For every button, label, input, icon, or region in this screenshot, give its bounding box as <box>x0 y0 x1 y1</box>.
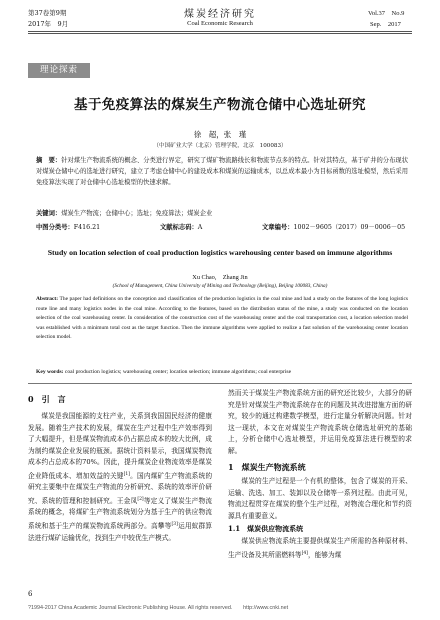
journal-title-cn: 煤炭经济研究 <box>184 9 256 20</box>
article-id-label: 文章编号： <box>262 224 294 231</box>
right-text-3: 煤炭供应物流系统主要提供煤炭生产所需的各种原材料、生产设备及其所需燃料等 <box>228 537 412 559</box>
abstract-en-text: The paper had definitions on the conception and classification of the production logistics in the coal mine and had a study on the features of the long logistics route line and many logistics nodes in the coal mine. According to the features, based on the distribution status of the mine, a study was conducted on the location selection of the coal warehousing center. In consideration of the construction cost of the warehousing center and the coal transportation cost, a location selection model was established with a minimum total cost as the target function. Then the immune algorithms were applied to realize a fast solution of the warehousing center location selection model. <box>36 296 409 340</box>
document-code <box>160 223 202 233</box>
heading-section-1-1: 1.1 煤炭供应物流系统 <box>228 524 304 533</box>
right-paragraph-1: 然而关于煤炭生产物流系统方面的研究还比较少，大部分的研究是针对煤炭生产物流系统存在的问题及其改进措施方面的研究，较少的通过构建数学模型，进行定量分析解决问题。针对这一现状，本文在对煤炭生产物流系统仓储选址研究的基础上，分析仓储中心选址模型，并运用免疫算法进行模型的求解。 <box>228 389 412 455</box>
body-left-column <box>28 388 212 544</box>
intro-text-1: 煤炭是我国能源的支柱产业，关系到我国国民经济的健康发展。随着生产技术的发展，煤炭在生产过程中生产效率得到了大幅提升，但是煤炭物流成本仍占据总成本的较大比例，成为制约煤炭企业发展的瓶颈。据统计资料显示，我国煤炭物流成本约占总成本的70%。因此，提升煤炭企业物流效率是煤炭企业降低成本、增加效益的关键 <box>28 412 212 480</box>
body-right-column <box>228 388 412 561</box>
keywords-en-text: coal production logistics; warehousing center; location selection; immune algorithms; coal enterprise <box>64 369 292 375</box>
section-tag: 理论探索 <box>28 63 90 78</box>
abstract-cn-text: 针对煤生产物流系统的概念、分类进行界定，研究了煤矿物流路线长和物流节点多的特点。针对其特点，基于矿井的分布现状对煤炭仓储中心的选址进行研究，建立了考虑仓储中心的建设成本和煤炭的运输成本，以总成本最小为目标函数的选址模型，然后采用免疫算法实现了对仓储中心选址模型的快速求解。 <box>36 157 409 186</box>
heading-section-1: 1 煤炭生产物流系统 <box>228 462 306 472</box>
article-title-en: Study on location selection of coal production logistics warehousing center based on immune algorithms <box>47 248 393 257</box>
doc-code-value: A <box>197 224 203 231</box>
clc-label: 中图分类号： <box>36 224 74 231</box>
right-text-3b: ，能够为煤 <box>307 550 342 559</box>
authors-cn: 徐 超，张 瑾 <box>193 130 247 139</box>
citation-2: [2] <box>137 496 144 502</box>
header-volume: Vol.37 No.9 <box>368 10 405 17</box>
keywords-en-label: Key words: <box>36 369 64 375</box>
article-id-value: 1002－9605（2017）09－0006－05 <box>293 224 406 231</box>
intro-text-3: 等定义了煤炭生产物流系统的概念，将煤矿生产物流系统划分为基于生产的供应物流系统和基于生产的煤炭物流系统两部分。高攀等 <box>28 496 213 531</box>
right-paragraph-3 <box>228 536 412 561</box>
heading-intro: 0 引 言 <box>28 394 66 404</box>
clc-value: F416.21 <box>73 224 101 231</box>
abstract-en <box>36 295 408 343</box>
intro-text-2: 。国内煤矿生产物流系统的研究主要集中在煤炭生产物流的分析研究、系统的效率评价研究、系统的管理和控制研究。王金凤 <box>28 471 213 505</box>
page-number: 6 <box>28 590 33 598</box>
citation-1: [1] <box>123 471 131 477</box>
right-paragraph-2: 煤炭的生产过程是一个有机的整体，包含了煤炭的开采、运输、洗选、加工、装卸以及仓储等一系列过程。由此可见，物流过程贯穿在煤炭的整个生产过程，对物流合理化和节约资源具有重要意义。 <box>228 477 412 520</box>
keywords-cn <box>36 209 408 219</box>
header-issue: 第37卷第9期 <box>28 9 67 17</box>
abstract-cn <box>36 155 408 188</box>
abstract-divider <box>28 383 412 384</box>
intro-paragraph <box>28 411 212 544</box>
header-rule <box>28 31 412 32</box>
article-title-cn: 基于免疫算法的煤炭生产物流仓储中心选址研究 <box>74 97 366 113</box>
keywords-en <box>36 368 408 377</box>
affiliation-en: (School of Management, China University of Mining and Technology (Beijing), Beijing 100083, China) <box>112 283 328 289</box>
citation-3: [3] <box>171 521 178 527</box>
doc-code-label: 文献标志码： <box>160 224 198 231</box>
journal-title-en: Coal Economic Research <box>187 20 253 27</box>
affiliation-cn: （中国矿业大学（北京）管理学院，北京 100083） <box>153 143 287 149</box>
header-rule-thin <box>28 33 412 34</box>
article-id <box>262 223 405 233</box>
clc-number <box>36 223 100 233</box>
header-date-en: Sep. 2017 <box>370 21 401 28</box>
abstract-cn-label: 摘 要： <box>36 157 62 164</box>
abstract-en-label: Abstract: <box>36 296 59 302</box>
keywords-cn-text: 煤炭生产物流；仓储中心；选址；免疫算法；煤炭企业 <box>61 210 213 217</box>
footer-copyright: ?1994-2017 China Academic Journal Electronic Publishing House. All rights reserved. http://www.cnki.net <box>28 605 289 611</box>
intro-text-4: 运用蚁群算法进行煤矿运输优化，找到生产中较优生产模式。 <box>28 522 213 542</box>
keywords-cn-label: 关键词： <box>36 210 62 217</box>
citation-4: [4] <box>301 550 308 556</box>
header-date: 2017年 9月 <box>28 20 69 28</box>
authors-en: Xu Chao, Zhang Jin <box>192 274 248 281</box>
